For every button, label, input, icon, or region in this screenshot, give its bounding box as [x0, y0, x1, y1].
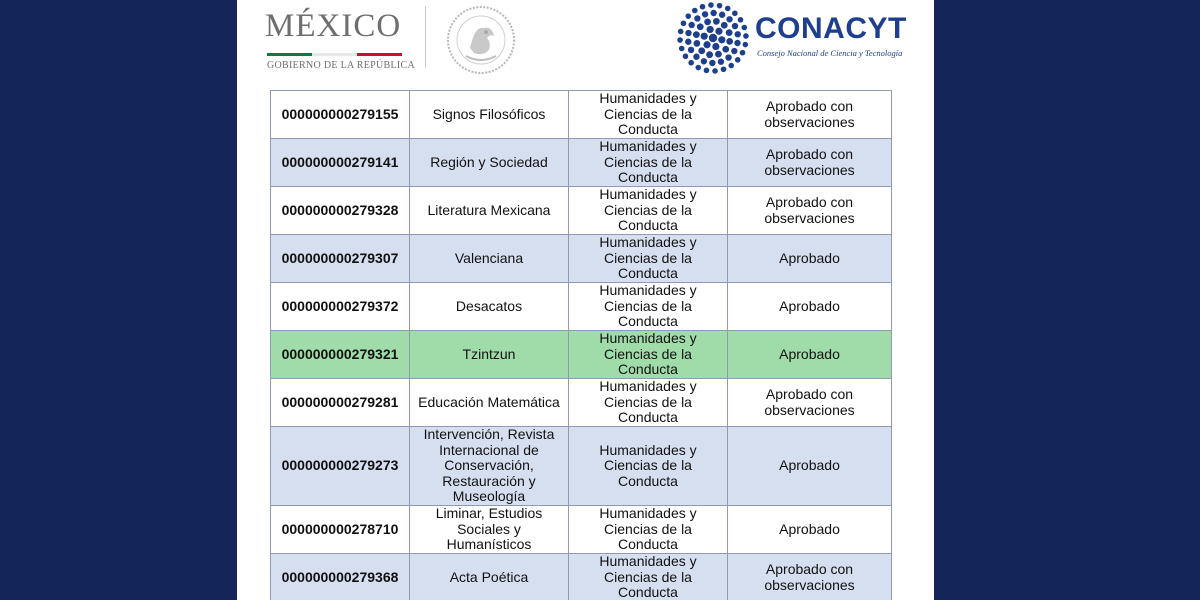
journal-id-cell: 000000000279273: [271, 427, 410, 506]
flag-bar: [267, 53, 402, 56]
journal-status-cell: Aprobado: [728, 506, 892, 554]
journal-status-cell: Aprobado con observaciones: [728, 139, 892, 187]
journal-area-cell: Humanidades y Ciencias de la Conducta: [569, 235, 728, 283]
journals-table: [270, 90, 892, 600]
journal-id-cell: 000000000279321: [271, 331, 410, 379]
journal-status-cell: Aprobado con observaciones: [728, 554, 892, 600]
mexico-word: MÉXICO: [265, 8, 402, 44]
journal-area-cell: Humanidades y Ciencias de la Conducta: [569, 139, 728, 187]
logo-divider: [425, 6, 426, 68]
coat-of-arms-seal-icon: [442, 4, 520, 76]
journal-title-cell: Acta Poética: [410, 554, 569, 600]
journal-status-cell: Aprobado con observaciones: [728, 187, 892, 235]
document-page: [237, 0, 934, 600]
mexico-subtitle: GOBIERNO DE LA REPÚBLICA: [267, 60, 416, 71]
journal-id-cell: 000000000278710: [271, 506, 410, 554]
journal-id-cell: 000000000279328: [271, 187, 410, 235]
journal-area-cell: Humanidades y Ciencias de la Conducta: [569, 379, 728, 427]
table-row: [271, 139, 892, 187]
journal-status-cell: Aprobado con observaciones: [728, 379, 892, 427]
journal-area-cell: Humanidades y Ciencias de la Conducta: [569, 554, 728, 600]
table-row: [271, 506, 892, 554]
journal-status-cell: Aprobado: [728, 235, 892, 283]
journal-area-cell: Humanidades y Ciencias de la Conducta: [569, 283, 728, 331]
journal-title-cell: Tzintzun: [410, 331, 569, 379]
mexico-logo: [265, 8, 415, 70]
table-row: [271, 235, 892, 283]
journal-area-cell: Humanidades y Ciencias de la Conducta: [569, 187, 728, 235]
journal-title-cell: Educación Matemática: [410, 379, 569, 427]
table-row: [271, 554, 892, 600]
journal-status-cell: Aprobado: [728, 331, 892, 379]
conacyt-logo: [677, 2, 927, 74]
journal-area-cell: Humanidades y Ciencias de la Conducta: [569, 91, 728, 139]
table-row: [271, 427, 892, 506]
journal-id-cell: 000000000279155: [271, 91, 410, 139]
journal-title-cell: Literatura Mexicana: [410, 187, 569, 235]
table-row: [271, 283, 892, 331]
journal-title-cell: Intervención, Revista Internacional de Conservación, Restauración y Museología: [410, 427, 569, 506]
table-row: [271, 187, 892, 235]
journal-area-cell: Humanidades y Ciencias de la Conducta: [569, 506, 728, 554]
journal-title-cell: Desacatos: [410, 283, 569, 331]
journal-status-cell: Aprobado: [728, 427, 892, 506]
journal-status-cell: Aprobado con observaciones: [728, 91, 892, 139]
conacyt-subtitle: Consejo Nacional de Ciencia y Tecnología: [757, 48, 903, 58]
table-row: [271, 379, 892, 427]
journal-title-cell: Signos Filosóficos: [410, 91, 569, 139]
journal-id-cell: 000000000279372: [271, 283, 410, 331]
journal-title-cell: Región y Sociedad: [410, 139, 569, 187]
journal-area-cell: Humanidades y Ciencias de la Conducta: [569, 331, 728, 379]
journal-title-cell: Liminar, Estudios Sociales y Humanísticos: [410, 506, 569, 554]
journal-id-cell: 000000000279307: [271, 235, 410, 283]
journal-id-cell: 000000000279281: [271, 379, 410, 427]
journal-title-cell: Valenciana: [410, 235, 569, 283]
table-row: [271, 91, 892, 139]
journal-area-cell: Humanidades y Ciencias de la Conducta: [569, 427, 728, 506]
conacyt-word: CONACYT: [755, 12, 907, 45]
table-row: [271, 331, 892, 379]
journal-id-cell: 000000000279368: [271, 554, 410, 600]
journal-status-cell: Aprobado: [728, 283, 892, 331]
conacyt-dot-circle-icon: [677, 2, 749, 74]
journal-id-cell: 000000000279141: [271, 139, 410, 187]
